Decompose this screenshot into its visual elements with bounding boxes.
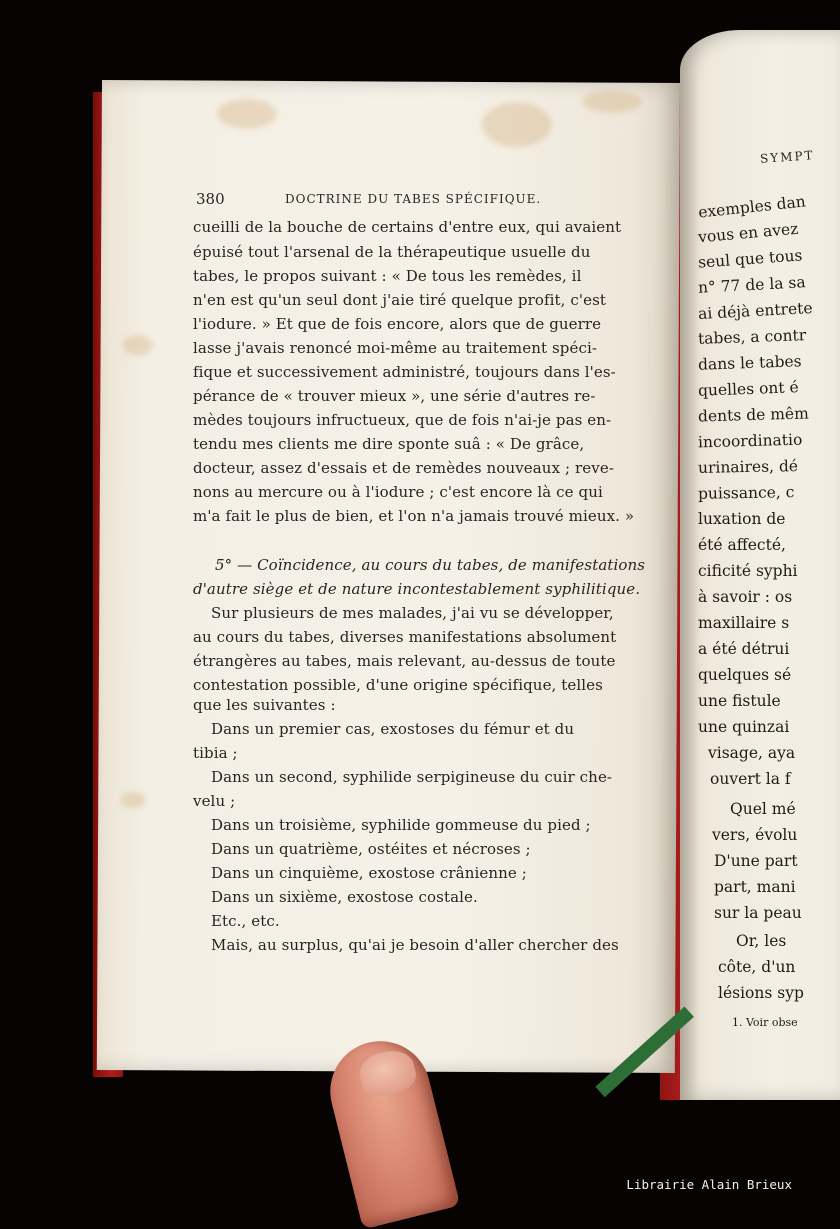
right-line: part, mani <box>714 878 796 896</box>
right-line: dents de mêm <box>697 404 809 426</box>
right-line: ouvert la f <box>710 770 791 788</box>
right-line: incoordinatio <box>697 430 803 452</box>
text-line: mèdes toujours infructueux, que de fois n'ai-je pas en- <box>193 411 612 429</box>
right-line: visage, aya <box>708 744 796 762</box>
right-line: quelques sé <box>698 666 792 684</box>
text-line: épuisé tout l'arsenal de la thérapeutique usuelle du <box>193 243 591 261</box>
text-line: tabes, le propos suivant : « De tous les remèdes, il <box>193 267 582 285</box>
right-line: sur la peau <box>714 904 802 922</box>
right-footnote: 1. Voir obse <box>732 1016 798 1029</box>
text-line: l'iodure. » Et que de fois encore, alors que de guerre <box>193 315 602 333</box>
text-line: fique et successivement administré, toujours dans l'es- <box>193 363 616 381</box>
right-line: maxillaire s <box>698 614 790 632</box>
right-line: urinaires, dé <box>697 457 799 477</box>
right-line: seul que tous <box>697 246 804 272</box>
right-line: luxation de <box>698 510 786 528</box>
text-line: étrangères au tabes, mais relevant, au-dessus de toute <box>193 652 616 670</box>
foxing-stain <box>482 102 552 147</box>
text-line: tibia ; <box>193 744 238 762</box>
watermark: Librairie Alain Brieux <box>626 1177 792 1192</box>
right-line: vous en avez <box>697 219 799 247</box>
right-line: été affecté, <box>698 536 786 554</box>
text-line: Dans un second, syphilide serpigineuse du cuir che- <box>211 768 613 786</box>
text-line: au cours du tabes, diverses manifestations absolument <box>193 628 617 646</box>
right-line: à savoir : os <box>698 588 793 606</box>
text-line: nons au mercure ou à l'iodure ; c'est encore là ce qui <box>193 483 603 501</box>
right-line: ai déjà entrete <box>697 299 813 323</box>
text-line: que les suivantes : <box>193 696 336 714</box>
text-line: m'a fait le plus de bien, et l'on n'a jamais trouvé mieux. » <box>193 507 635 525</box>
running-head: DOCTRINE DU TABES SPÉCIFIQUE. <box>285 192 542 206</box>
text-line: cueilli de la bouche de certains d'entre eux, qui avaient <box>193 218 622 236</box>
right-line: une quinzai <box>698 718 790 736</box>
text-line: pérance de « trouver mieux », une série d'autres re- <box>193 387 596 405</box>
text-line: Mais, au surplus, qu'ai je besoin d'aller chercher des <box>211 936 619 954</box>
right-line: dans le tabes <box>697 352 802 374</box>
text-line: Etc., etc. <box>211 912 280 930</box>
text-line: docteur, assez d'essais et de remèdes nouveaux ; reve- <box>193 459 614 477</box>
foxing-stain <box>217 99 277 129</box>
right-line: puissance, c <box>697 483 795 503</box>
text-line: Dans un sixième, exostose costale. <box>211 888 478 906</box>
right-line: Or, les <box>736 932 787 950</box>
right-line: Quel mé <box>730 800 796 818</box>
text-line: velu ; <box>193 792 236 810</box>
right-line: exemples dan <box>697 192 807 222</box>
foxing-stain <box>120 792 146 808</box>
text-line: lasse j'avais renoncé moi-même au traitement spéci- <box>193 339 598 357</box>
text-line: Dans un cinquième, exostose crânienne ; <box>211 864 527 882</box>
right-line: une fistule <box>698 692 781 710</box>
right-line: n° 77 de la sa <box>697 273 807 297</box>
text-line: Dans un quatrième, ostéites et nécroses ; <box>211 840 531 858</box>
right-running-head: SYMPT <box>759 148 815 166</box>
foxing-stain <box>582 91 642 113</box>
section-heading: 5° — Coïncidence, au cours du tabes, de manifestations <box>215 556 646 574</box>
right-line: quelles ont é <box>697 378 799 400</box>
right-line: cificité syphi <box>698 562 798 580</box>
text-line: Dans un premier cas, exostoses du fémur et du <box>211 720 575 738</box>
text-line: contestation possible, d'une origine spécifique, telles <box>193 676 603 694</box>
text-line: tendu mes clients me dire sponte suâ : « De grâce, <box>193 435 585 453</box>
text-line: n'en est qu'un seul dont j'aie tiré quelque profit, c'est <box>193 291 607 309</box>
text-line: Dans un troisième, syphilide gommeuse du pied ; <box>211 816 591 834</box>
right-line: a été détrui <box>698 640 790 658</box>
right-line: lésions syp <box>718 984 804 1002</box>
foxing-stain <box>123 335 153 355</box>
page-number: 380 <box>196 190 225 208</box>
section-heading: d'autre siège et de nature incontestablement syphilitique. <box>193 580 641 598</box>
text-line: Sur plusieurs de mes malades, j'ai vu se développer, <box>211 604 614 622</box>
right-line: vers, évolu <box>712 826 798 844</box>
right-line: tabes, a contr <box>697 326 807 348</box>
right-line: côte, d'un <box>718 958 796 976</box>
right-line: D'une part <box>714 852 798 870</box>
